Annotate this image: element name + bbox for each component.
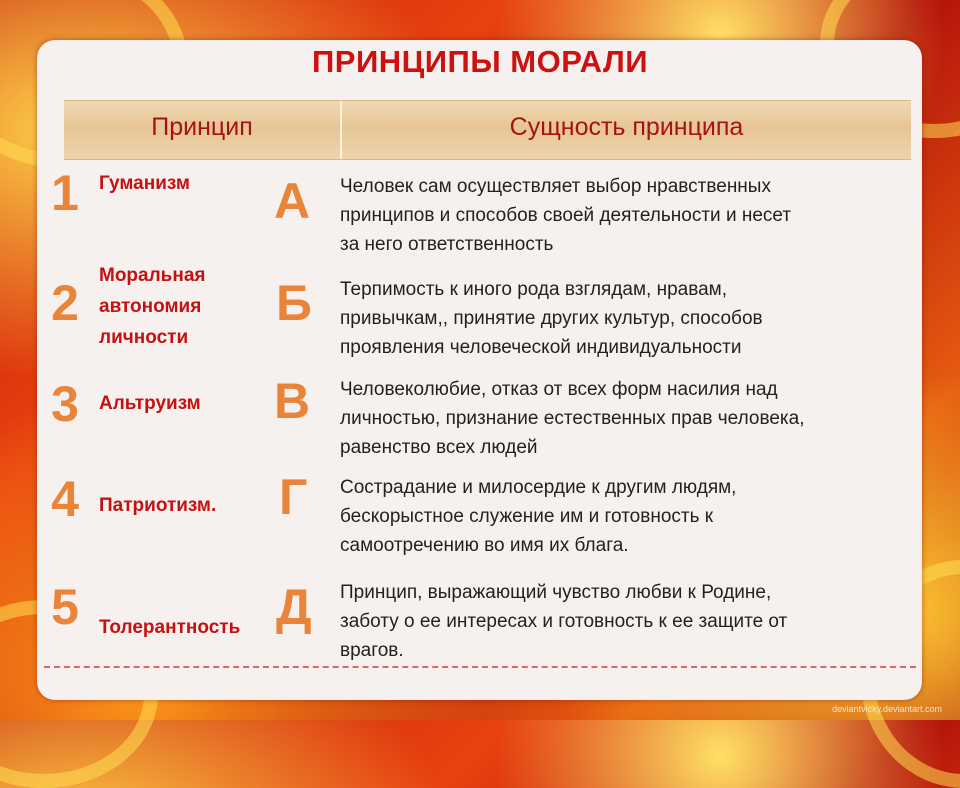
page-title: ПРИНЦИПЫ МОРАЛИ bbox=[312, 44, 648, 79]
row-number: 3 bbox=[51, 376, 79, 432]
answer-letter: Б bbox=[276, 275, 312, 331]
header-principle: Принцип bbox=[151, 113, 253, 141]
dashed-divider bbox=[44, 666, 916, 668]
answer-letter: Д bbox=[276, 579, 312, 635]
row-number: 4 bbox=[51, 471, 79, 527]
image-credit: deviantvicky.deviantart.com bbox=[832, 704, 942, 714]
principle-description: Принцип, выражающий чувство любви к Родине, заботу о ее интересах и готовность к ее защите от врагов. bbox=[340, 582, 788, 661]
principle-description: Человеколюбие, отказ от всех форм насилия над личностью, признание естественных прав человека, равенство всех людей bbox=[340, 379, 805, 458]
row-number: 2 bbox=[51, 275, 79, 331]
principle-name: Патриотизм. bbox=[99, 495, 217, 516]
principle-description: Человек сам осуществляет выбор нравственных принципов и способов своей деятельности и несет за него ответственность bbox=[340, 176, 792, 255]
row-number: 1 bbox=[51, 165, 79, 221]
row-number: 5 bbox=[51, 579, 79, 635]
answer-letter: А bbox=[274, 173, 311, 229]
answer-letter: Г bbox=[279, 469, 308, 525]
principle-name: Толерантность bbox=[99, 617, 241, 638]
principle-name: Альтруизм bbox=[99, 393, 201, 414]
principle-name: Гуманизм bbox=[99, 173, 190, 194]
principle-description: Терпимость к иного рода взглядам, нравам, привычкам,, принятие других культур, способов проявления человеческой индивидуальности bbox=[340, 279, 763, 358]
table-header bbox=[64, 100, 911, 160]
answer-letter: В bbox=[274, 373, 311, 429]
header-essence: Сущность принципа bbox=[509, 113, 744, 141]
principle-description: Сострадание и милосердие к другим людям, бескорыстное служение им и готовность к самоотречению во имя их блага. bbox=[340, 477, 737, 556]
principle-name: Моральная автономия личности bbox=[99, 265, 206, 348]
